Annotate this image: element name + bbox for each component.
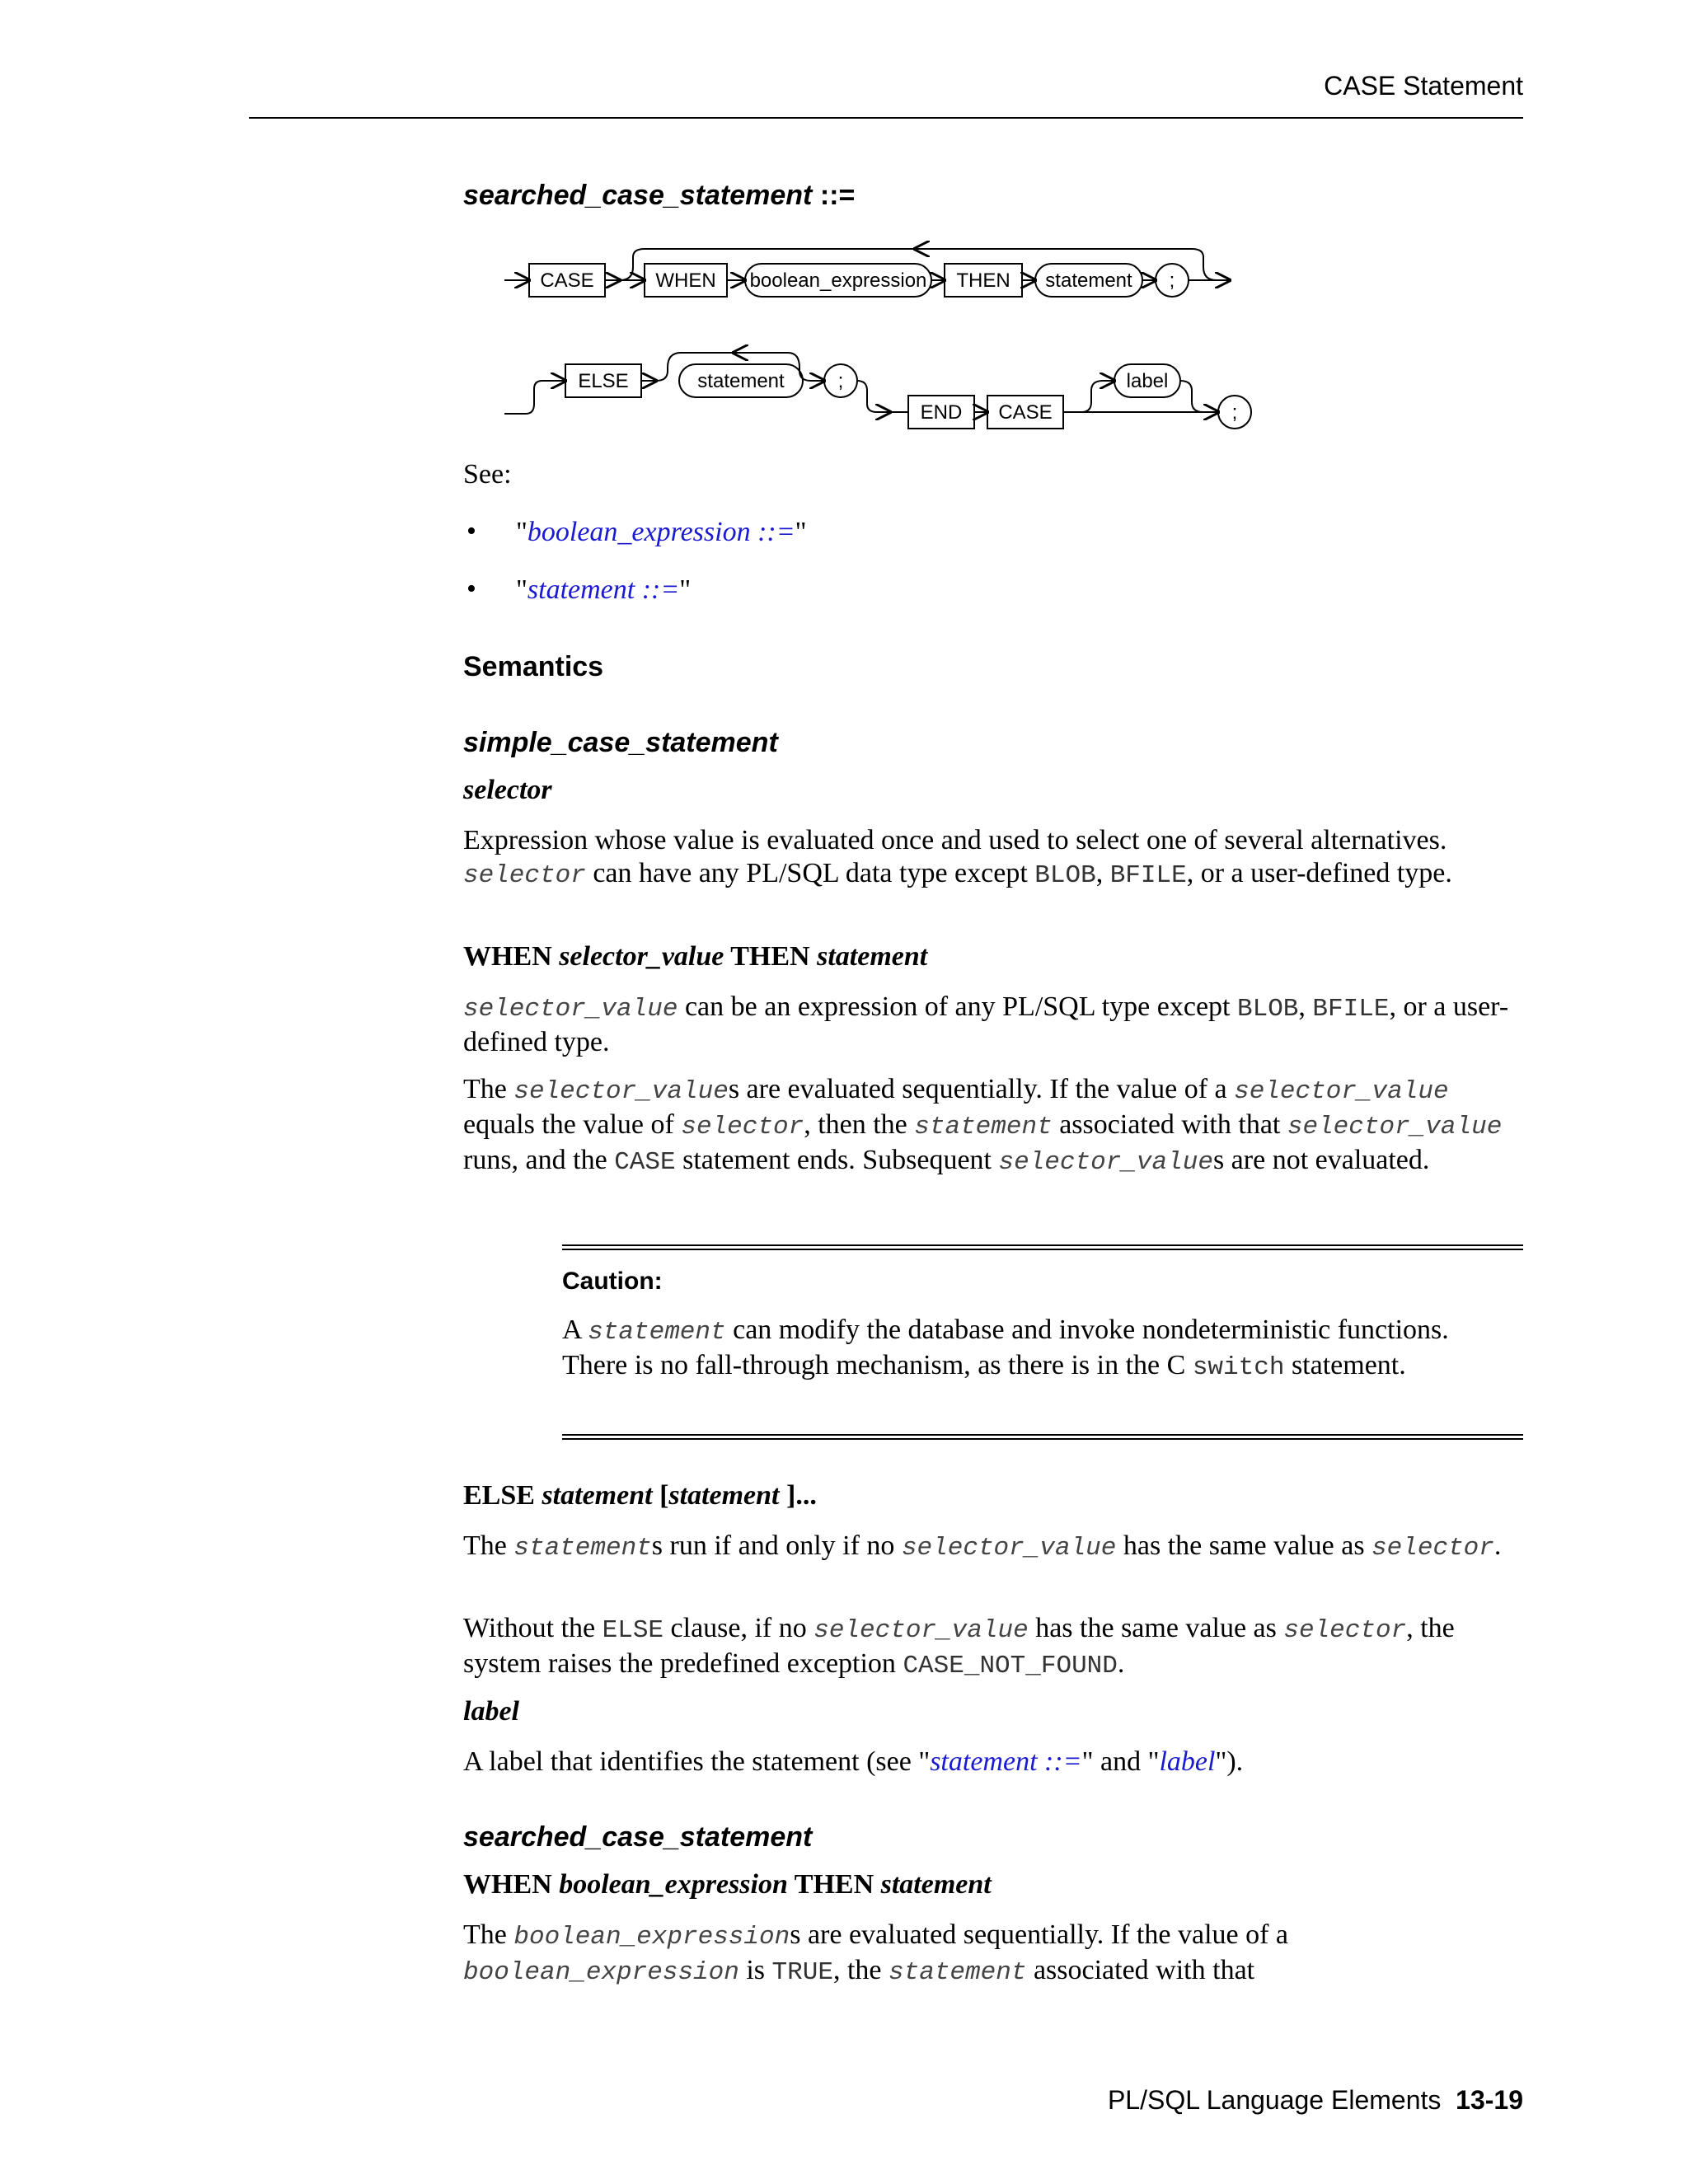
link-statement[interactable]: statement ::= bbox=[527, 574, 680, 605]
see-item-2: "statement ::=" bbox=[516, 574, 692, 605]
semantics-heading: Semantics bbox=[463, 651, 604, 682]
selector-heading: selector bbox=[463, 775, 552, 805]
diagram-statement: statement bbox=[1045, 269, 1132, 292]
bullet: • bbox=[467, 574, 476, 604]
diagram-else-statement: statement bbox=[697, 370, 785, 392]
production-name: searched_case_statement bbox=[463, 180, 813, 211]
else-paragraph-2: Without the ELSE clause, if no selector_value has the same value as selector, the system raises the predefined exception CASE_NOT_FOUND. bbox=[463, 1613, 1455, 1680]
see-label: See: bbox=[463, 459, 512, 490]
caution-top-rule bbox=[562, 1244, 1523, 1250]
selector-paragraph: Expression whose value is evaluated once and used to select one of several alternatives. selector can have any PL/SQL data type except BLOB, BFILE, or a user-defined type. bbox=[463, 825, 1452, 890]
link-statement-2[interactable]: statement ::= bbox=[930, 1746, 1082, 1777]
see-item-1: "boolean_expression ::=" bbox=[516, 517, 807, 547]
diagram-boolean-expression: boolean_expression bbox=[749, 269, 927, 292]
caution-bottom-rule bbox=[562, 1434, 1523, 1440]
diagram-label: label bbox=[1126, 370, 1169, 392]
diagram-final-semicolon: ; bbox=[1231, 401, 1238, 424]
syntax-diagram bbox=[495, 239, 1278, 441]
diagram-end-case: CASE bbox=[998, 401, 1053, 424]
link-label[interactable]: label bbox=[1159, 1746, 1216, 1777]
page-number: 13-19 bbox=[1456, 2085, 1523, 2115]
diagram-case: CASE bbox=[540, 269, 594, 292]
selector-value-paragraph-1: selector_value can be an expression of any PL/SQL type except BLOB, BFILE, or a user-defined type. bbox=[463, 991, 1509, 1057]
when-boolean-heading: WHEN boolean_expression THEN statement bbox=[463, 1869, 992, 1900]
header-rule bbox=[249, 117, 1523, 119]
label-paragraph: A label that identifies the statement (see "statement ::=" and "label"). bbox=[463, 1746, 1244, 1777]
boolean-expression-paragraph: The boolean_expressions are evaluated sequentially. If the value of a boolean_expression is TRUE, the statement associated with that bbox=[463, 1919, 1289, 1987]
bullet: • bbox=[467, 516, 476, 546]
footer-title: PL/SQL Language Elements bbox=[1107, 2085, 1442, 2115]
diagram-semicolon: ; bbox=[1169, 269, 1175, 292]
caution-text: A statement can modify the database and invoke nondeterministic functions. There is no fall-through mechanism, as there is in the C switch statement. bbox=[562, 1315, 1449, 1382]
production-op: ::= bbox=[819, 180, 856, 211]
diagram-then: THEN bbox=[956, 269, 1010, 292]
simple-case-heading: simple_case_statement bbox=[463, 727, 778, 758]
running-header: CASE Statement bbox=[1324, 71, 1523, 101]
else-paragraph-1: The statements run if and only if no selector_value has the same value as selector. bbox=[463, 1530, 1502, 1563]
selector-value-paragraph-2: The selector_values are evaluated sequentially. If the value of a selector_value equals the value of selector, then the statement associated with that selector_value runs, and the CASE statement ends. Subsequent selector_values are not evaluated. bbox=[463, 1074, 1503, 1177]
label-heading: label bbox=[463, 1696, 519, 1727]
else-heading: ELSE statement [statement ]... bbox=[463, 1480, 817, 1511]
link-boolean-expression[interactable]: boolean_expression ::= bbox=[527, 517, 795, 547]
diagram-end: END bbox=[920, 401, 963, 424]
diagram-when: WHEN bbox=[655, 269, 716, 292]
searched-case-heading: searched_case_statement bbox=[463, 1821, 813, 1853]
caution-title: Caution: bbox=[562, 1268, 663, 1295]
page-footer bbox=[1108, 2085, 1523, 2116]
diagram-else-semicolon: ; bbox=[837, 370, 844, 392]
diagram-else: ELSE bbox=[578, 370, 629, 392]
when-selector-heading: WHEN selector_value THEN statement bbox=[463, 941, 928, 972]
production-heading bbox=[463, 180, 855, 212]
